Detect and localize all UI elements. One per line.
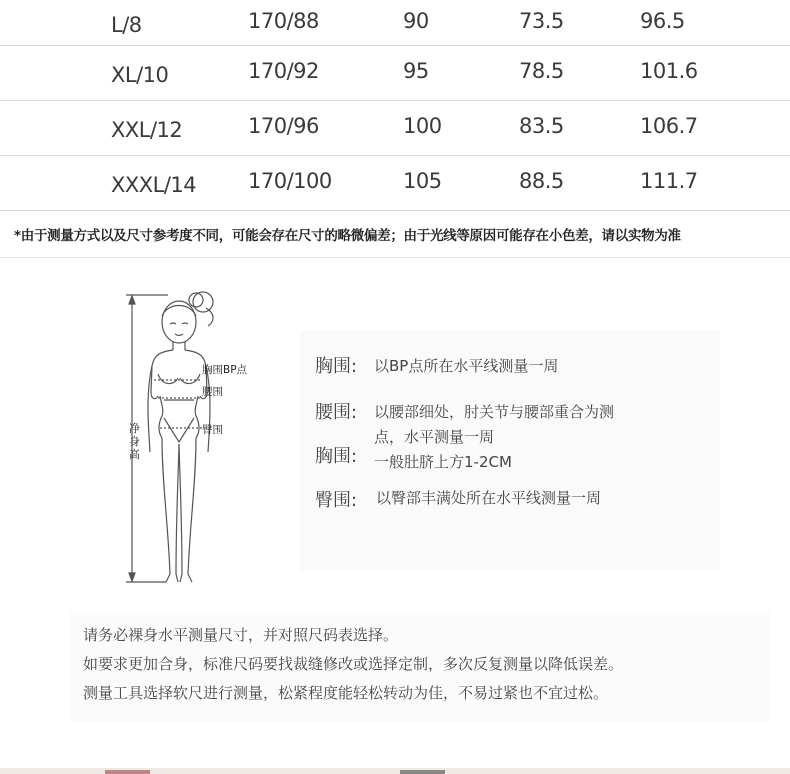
bottom-image-edge bbox=[105, 770, 150, 774]
bust-cell: 95 bbox=[403, 59, 429, 83]
height-bust-cell: 170/100 bbox=[248, 169, 332, 193]
hip-label: 臀围 bbox=[202, 424, 223, 436]
tip-line: 如要求更加合身，标准尺码要找裁缝修改或选择定制，多次反复测量以降低误差。 bbox=[83, 655, 624, 673]
hip-cell: 106.7 bbox=[640, 114, 698, 138]
bust-cell: 90 bbox=[403, 9, 429, 33]
waist-heading: 腰围: bbox=[315, 402, 358, 423]
size-disclaimer: *由于测量方式以及尺寸参考度不同，可能会存在尺寸的略微偏差；由于光线等原因可能存在小色差，请以实物为准 bbox=[14, 228, 681, 244]
divider bbox=[0, 257, 790, 258]
size-cell: XXXL/14 bbox=[111, 173, 197, 197]
female-silhouette-icon bbox=[118, 282, 278, 592]
waist-cell: 73.5 bbox=[519, 9, 564, 33]
tip-line: 测量工具选择软尺进行测量，松紧程度能轻松转动为佳，不易过紧也不宜过松。 bbox=[83, 684, 609, 702]
hip-cell: 96.5 bbox=[640, 9, 685, 33]
bust-heading: 胸围: bbox=[315, 356, 358, 377]
height-bust-cell: 170/92 bbox=[248, 59, 319, 83]
table-row bbox=[0, 156, 790, 211]
belly-heading: 胸围: bbox=[315, 446, 358, 467]
belly-instruction: 一般肚脐上方1-2CM bbox=[374, 453, 512, 471]
table-row bbox=[0, 46, 790, 101]
waist-cell: 88.5 bbox=[519, 169, 564, 193]
waist-cell: 78.5 bbox=[519, 59, 564, 83]
height-bust-cell: 170/96 bbox=[248, 114, 319, 138]
waist-cell: 83.5 bbox=[519, 114, 564, 138]
size-cell: XXL/12 bbox=[111, 118, 183, 142]
size-table bbox=[0, 0, 790, 211]
hip-cell: 111.7 bbox=[640, 169, 698, 193]
hip-cell: 101.6 bbox=[640, 59, 698, 83]
bust-cell: 100 bbox=[403, 114, 442, 138]
bust-bp-label: 胸围BP点 bbox=[202, 364, 248, 376]
waist-instruction-2: 点，水平测量一周 bbox=[374, 428, 495, 446]
table-row bbox=[0, 101, 790, 156]
waist-instruction-1: 以腰部细处，肘关节与腰部重合为测 bbox=[374, 403, 615, 421]
hip-instruction: 以臀部丰满处所在水平线测量一周 bbox=[376, 489, 602, 507]
bust-instruction: 以BP点所在水平线测量一周 bbox=[374, 357, 559, 375]
bottom-image-edge bbox=[400, 770, 445, 774]
bust-cell: 105 bbox=[403, 169, 442, 193]
size-cell: XL/10 bbox=[111, 63, 169, 87]
tip-line: 请务必裸身水平测量尺寸，并对照尺码表选择。 bbox=[83, 626, 399, 644]
size-cell: L/8 bbox=[111, 13, 142, 37]
table-row bbox=[0, 0, 790, 46]
height-bust-cell: 170/88 bbox=[248, 9, 319, 33]
height-label: 净身高 bbox=[129, 422, 140, 461]
hip-heading: 臀围: bbox=[315, 490, 358, 511]
waist-label: 腰围 bbox=[202, 386, 223, 398]
